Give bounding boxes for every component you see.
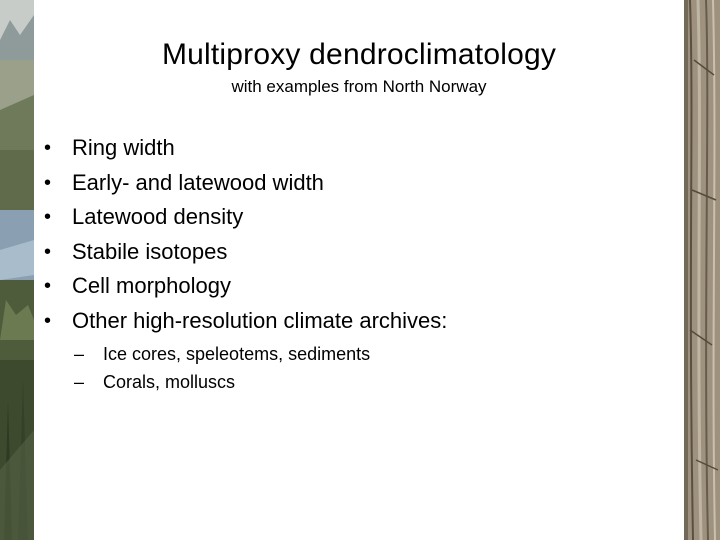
sub-bullet-item: [74, 368, 370, 396]
bullet-marker: •: [44, 206, 52, 229]
bullet-list: [40, 131, 447, 339]
landscape-photo: [0, 0, 34, 540]
content-panel: [34, 0, 684, 540]
bullet-marker: •: [44, 275, 52, 298]
bullet-marker: •: [44, 171, 52, 194]
bullet-marker: •: [44, 309, 52, 332]
bullet-text: Stabile isotopes: [72, 238, 228, 264]
sub-bullet-marker: –: [74, 372, 85, 392]
sub-bullet-text: Corals, molluscs: [103, 372, 236, 392]
bullet-marker: •: [44, 137, 52, 159]
bullet-marker: •: [44, 240, 52, 263]
sub-bullet-item: [74, 340, 370, 368]
bullet-text: Other high-resolution climate archives:: [72, 307, 448, 333]
wood-bark-photo: [684, 0, 720, 540]
bullet-item: [40, 131, 447, 166]
bullet-item: [40, 200, 447, 235]
sub-bullet-list: [74, 340, 370, 396]
bullet-text: Latewood density: [72, 204, 244, 230]
bullet-item: [40, 235, 447, 270]
bullet-text: Early- and latewood width: [72, 169, 324, 195]
bullet-text: Cell morphology: [72, 273, 231, 299]
bullet-item: [40, 269, 447, 304]
bullet-item: [40, 304, 447, 339]
slide-subtitle: with examples from North Norway: [231, 77, 487, 96]
sub-bullet-marker: –: [74, 344, 85, 364]
slide-title: Multiproxy dendroclimatology: [161, 38, 557, 71]
bullet-item: [40, 166, 447, 201]
sub-bullet-text: Ice cores, speleotems, sediments: [103, 344, 371, 364]
bullet-text: Ring width: [72, 135, 175, 160]
